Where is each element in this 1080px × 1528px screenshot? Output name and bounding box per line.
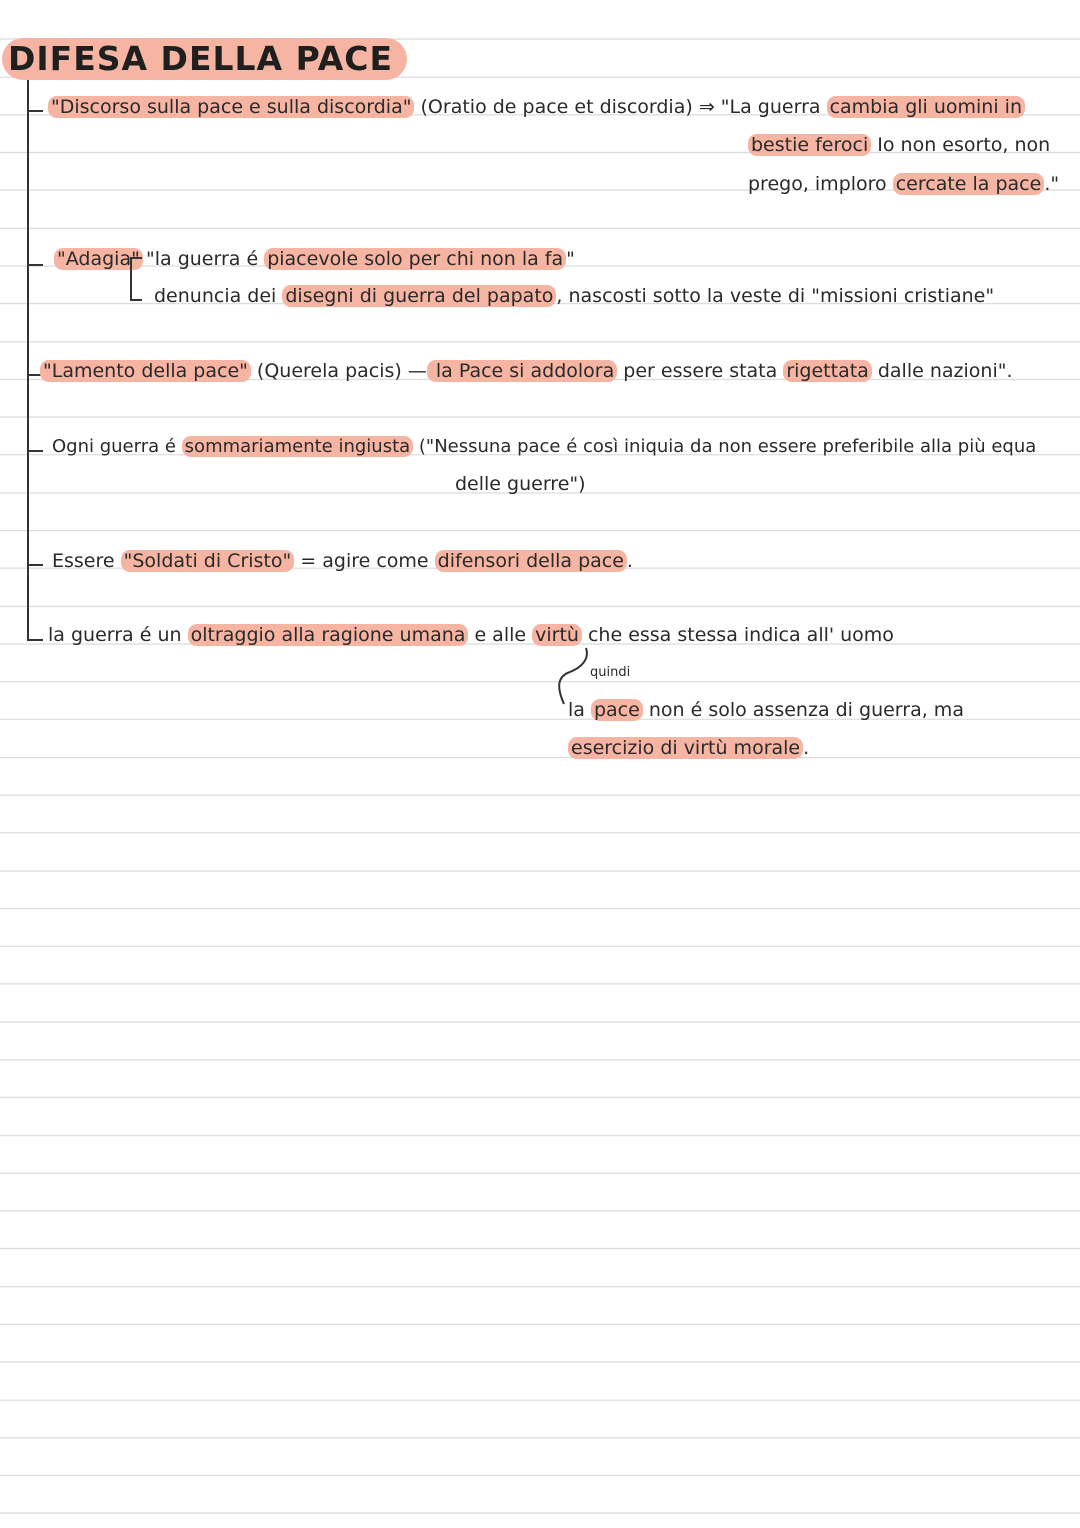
difensori-della-pace: difensori della pace [435, 550, 627, 572]
item-6-line-3 [568, 735, 809, 761]
item-1-line-2 [748, 132, 1050, 158]
branch-line-5 [27, 564, 43, 566]
item-6-period: . [803, 737, 810, 759]
lamento-title: "Lamento della pace" [40, 360, 251, 382]
dalle-nazioni: dalle nazioni". [871, 360, 1013, 382]
branch-line-2 [27, 264, 43, 266]
quote-3-a: prego, imploro [748, 173, 893, 195]
quote-1-b: cambia gli uomini in [827, 96, 1025, 118]
virtu: virtù [532, 624, 582, 646]
item-6-line-2 [568, 697, 964, 723]
quindi-label: quindi [590, 665, 631, 680]
item-1-line-3 [748, 171, 1059, 197]
item-6-line-1 [48, 622, 894, 648]
branch-line-4 [27, 450, 43, 452]
item-2-sub-2 [154, 283, 994, 309]
soldati-di-cristo: "Soldati di Cristo" [121, 550, 295, 572]
oltraggio: oltraggio alla ragione umana [188, 624, 469, 646]
essere: Essere [52, 550, 121, 572]
adagia-title: "Adagia" [54, 248, 143, 270]
adagia-sub-2-a: denuncia dei [154, 285, 283, 307]
adagia-sub-1-c: " [566, 248, 575, 270]
item-3-line [40, 358, 1013, 384]
quote-1-a: "La guerra [720, 96, 827, 118]
pace-addolora: la Pace si addolora [427, 360, 617, 382]
tree-trunk-line [27, 80, 29, 640]
item-1-line-1 [48, 94, 1025, 120]
branch-line-1 [27, 110, 43, 112]
double-arrow-icon: ⇒ [698, 96, 715, 118]
item-2-sub-1 [146, 246, 575, 272]
pace-word: pace [591, 699, 643, 721]
sommariamente-ingiusta: sommariamente ingiusta [182, 436, 414, 457]
rigettata: rigettata [783, 360, 871, 382]
page-title: DIFESA DELLA PACE [2, 38, 407, 80]
item-5-period: . [626, 550, 633, 572]
non-solo-assenza: non é solo assenza di guerra, ma [642, 699, 964, 721]
oratio-latin: (Oratio de pace et discordia) [414, 96, 693, 118]
dash-arrow-icon: — [407, 360, 427, 382]
adagia-sub-2-c: , nascosti sotto la veste di "missioni cristiane" [556, 285, 995, 307]
item-4-line-1 [52, 434, 1036, 460]
la: la [568, 699, 591, 721]
adagia-sub-1-a: "la guerra é [146, 248, 265, 270]
branch-line-6 [27, 639, 43, 641]
querela-latin: (Querela pacis) [250, 360, 408, 382]
la-guerra-e-un: la guerra é un [48, 624, 188, 646]
e-alle: e alle [468, 624, 533, 646]
quote-3-c: ." [1044, 173, 1060, 195]
adagia-sub-1-b: piacevole solo per chi non la fa [264, 248, 566, 270]
quote-3-b: cercate la pace [893, 173, 1045, 195]
sub-bracket-adagia [130, 257, 142, 301]
agire-come: = agire come [294, 550, 435, 572]
quote-2-a: bestie feroci [748, 134, 871, 156]
esercizio-virtu-morale: esercizio di virtù morale [568, 737, 803, 759]
essere-stata: per essere stata [617, 360, 784, 382]
nessuna-pace: ("Nessuna pace é così iniquia da non essere preferibile alla più equa [413, 436, 1037, 457]
ogni-guerra: Ogni guerra é [52, 436, 182, 457]
item-5-line [52, 548, 633, 574]
adagia-sub-2-b: disegni di guerra del papato [282, 285, 556, 307]
discorso-title: "Discorso sulla pace e sulla discordia" [48, 96, 414, 118]
item-4-line-2: delle guerre") [455, 473, 586, 495]
che-essa: che essa stessa indica all' uomo [581, 624, 894, 646]
quote-2-b: Io non esorto, non [871, 134, 1051, 156]
